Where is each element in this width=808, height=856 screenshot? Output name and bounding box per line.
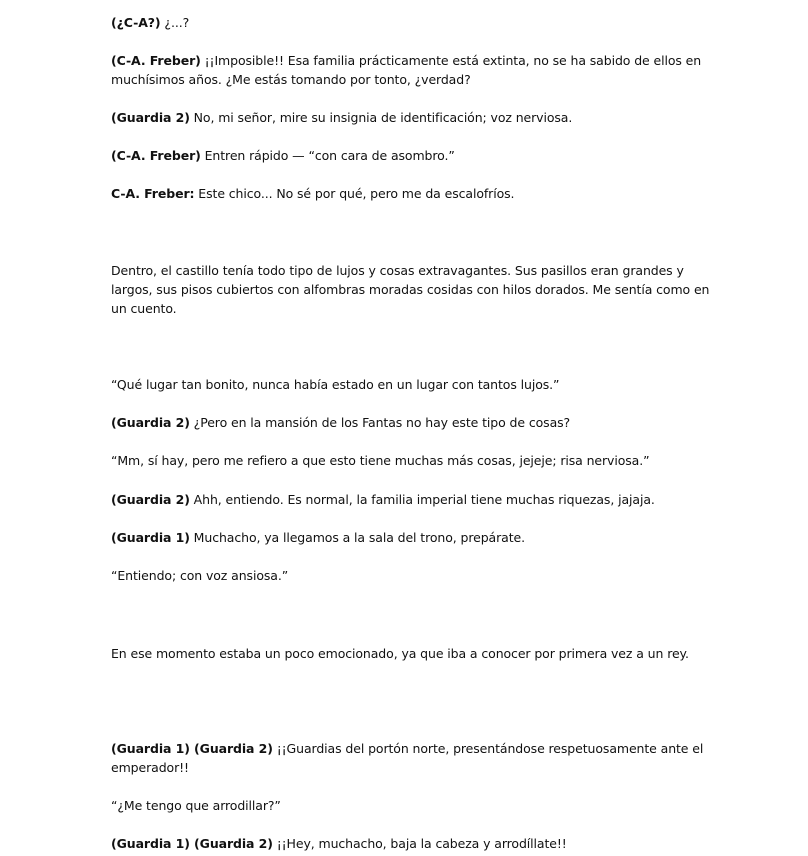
speaker-label: (¿C-A?) <box>111 15 161 30</box>
speaker-label: C-A. Freber: <box>111 186 195 201</box>
paragraph-10 <box>111 490 711 509</box>
speaker-label: (Guardia 2) <box>111 110 190 125</box>
paragraph-text: ¿Pero en la mansión de los Fantas no hay este tipo de cosas? <box>189 415 571 430</box>
paragraph-12 <box>111 566 711 585</box>
paragraph-7 <box>111 375 711 394</box>
paragraph-8 <box>111 413 711 432</box>
paragraph-text: Dentro, el castillo tenía todo tipo de lujos y cosas extravagantes. Sus pasillos eran grandes y largos, sus pisos cubiertos con alfombras moradas cosidas con hilos dorados. Me sentía como en un cuento. <box>111 263 710 316</box>
paragraph-16 <box>111 834 711 853</box>
paragraph-text: ¡¡Hey, muchacho, baja la cabeza y arrodíllate!! <box>272 836 567 851</box>
paragraph-13 <box>111 644 711 663</box>
paragraph-text: ¡¡Imposible!! Esa familia prácticamente está extinta, no se ha sabido de ellos en muchísimos años. ¿Me estás tomando por tonto, ¿verdad? <box>111 53 702 87</box>
paragraph-1 <box>111 13 711 32</box>
paragraph-text: Este chico... No sé por qué, pero me da escalofríos. <box>194 186 515 201</box>
paragraph-4 <box>111 146 711 165</box>
paragraph-text: ¡¡Guardias del portón norte, presentándose respetuosamente ante el emperador!! <box>111 741 704 775</box>
speaker-label: (Guardia 1) (Guardia 2) <box>111 741 273 756</box>
paragraph-text: En ese momento estaba un poco emocionado, ya que iba a conocer por primera vez a un rey. <box>111 646 689 661</box>
paragraph-text: “Entiendo; con voz ansiosa.” <box>111 568 289 583</box>
paragraph-text: “Qué lugar tan bonito, nunca había estado en un lugar con tantos lujos.” <box>111 377 560 392</box>
paragraph-text: “Mm, sí hay, pero me refiero a que esto tiene muchas más cosas, jejeje; risa nerviosa.” <box>111 453 650 468</box>
speaker-label: (Guardia 2) <box>111 492 190 507</box>
speaker-label: (Guardia 2) <box>111 415 190 430</box>
paragraph-text: Entren rápido — “con cara de asombro.” <box>200 148 455 163</box>
paragraph-11 <box>111 528 711 547</box>
paragraph-6 <box>111 261 711 318</box>
paragraph-text: “¿Me tengo que arrodillar?” <box>111 798 281 813</box>
paragraph-5 <box>111 184 711 203</box>
speaker-label: (Guardia 1) (Guardia 2) <box>111 836 273 851</box>
speaker-label: (C-A. Freber) <box>111 148 201 163</box>
speaker-label: (Guardia 1) <box>111 530 190 545</box>
paragraph-text: Ahh, entiendo. Es normal, la familia imperial tiene muchas riquezas, jajaja. <box>189 492 655 507</box>
paragraph-text: No, mi señor, mire su insignia de identificación; voz nerviosa. <box>189 110 573 125</box>
paragraph-text: ¿...? <box>160 15 190 30</box>
paragraph-15 <box>111 796 711 815</box>
paragraph-3 <box>111 108 711 127</box>
paragraph-14 <box>111 739 711 777</box>
paragraph-2 <box>111 51 711 89</box>
paragraph-9 <box>111 451 711 470</box>
speaker-label: (C-A. Freber) <box>111 53 201 68</box>
paragraph-text: Muchacho, ya llegamos a la sala del trono, prepárate. <box>189 530 525 545</box>
